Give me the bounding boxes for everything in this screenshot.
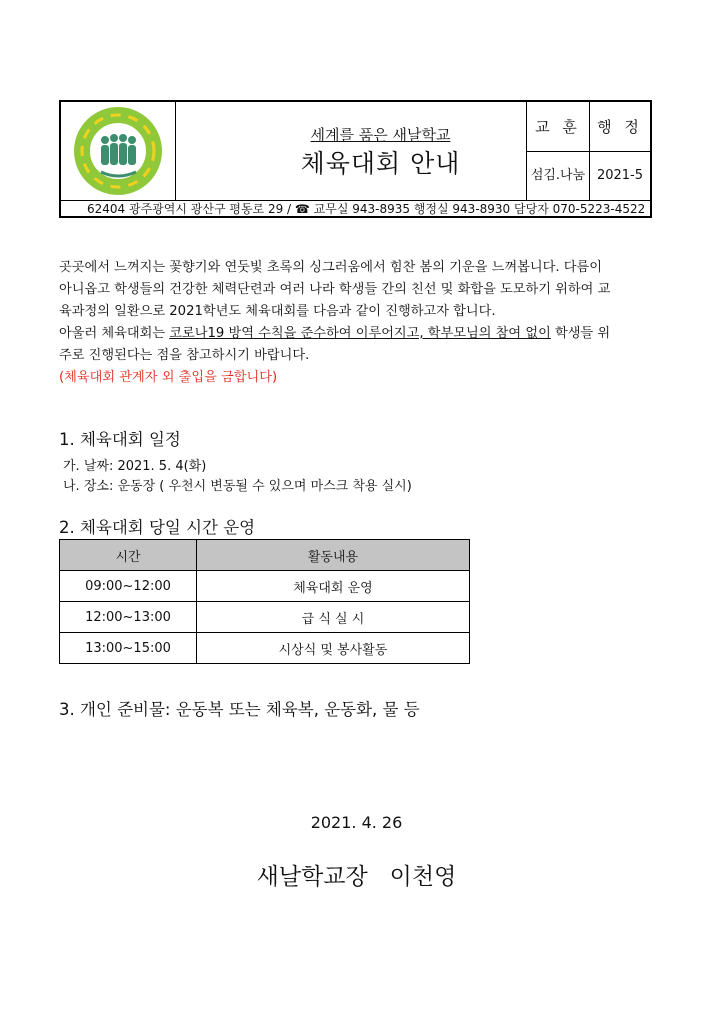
cell-time: 13:00~15:00 [60,633,197,664]
section-1-date: 가. 날짜: 2021. 5. 4(화) [63,459,207,474]
dept-label: 행 정 [589,102,650,152]
intro-p2-pre: 아울러 체육대회는 [59,326,170,341]
cell-activity: 급 식 실 시 [197,602,470,633]
cell-activity: 시상식 및 봉사활동 [197,633,470,664]
motto-value: 섬김.나눔 [526,152,589,200]
title-block [176,102,585,200]
section-1-title: 1. 체육대회 일정 [59,430,181,449]
intro-paragraph-1: 곳곳에서 느껴지는 꽃향기와 연둣빛 초록의 싱그러움에서 힘찬 봄의 기운을 느껴봅니다. 다름이 아니옵고 학생들의 건강한 체력단련과 여러 나라 학생들 간의 친선 및 화합을 도모하기 위하여 교육과정의 일환으로 2021학년도 체육대회를 다음과 같이 진행하고자 합니다. [59,260,611,319]
table-header-row [60,540,470,571]
address-line: 62404 광주광역시 광산구 평동로 29 / ☎ 교무실 943-8935 행정실 943-8930 담당자 070-5223-4522 [61,200,650,216]
school-name: 세계를 품은 새날학교 [310,126,451,144]
motto-label: 교 훈 [526,102,589,152]
school-logo [61,102,176,200]
section-3-title: 3. 개인 준비물: 운동복 또는 체육복, 운동화, 물 등 [59,700,420,719]
section-2-title: 2. 체육대회 당일 시간 운영 [59,518,256,537]
column-header-activity: 활동내용 [197,540,470,571]
school-logo-icon [61,102,175,200]
table-row [60,571,470,602]
section-1-place: 나. 장소: 운동장 ( 우천시 변동될 수 있으며 마스크 착용 실시) [63,479,412,494]
doc-number: 2021-5 [589,152,650,200]
schedule-table [59,539,470,664]
principal-signature: 새날학교장 이천영 [256,864,457,890]
intro-text [59,257,614,389]
cell-time: 09:00~12:00 [60,571,197,602]
intro-p2-post: 학생들 위주로 진행된다는 점을 참고하시기 바랍니다. [59,326,611,363]
document-date: 2021. 4. 26 [310,813,403,832]
intro-p2-underlined: 코로나19 방역 수칙을 준수하여 이루어지고, 학부모님의 참여 없이 [169,326,551,341]
cell-time: 12:00~13:00 [60,602,197,633]
intro-paragraph-2 [59,323,614,367]
page-title: 체육대회 안내 [300,149,461,178]
cell-activity: 체육대회 운영 [197,571,470,602]
table-row [60,633,470,664]
header-box [59,100,652,218]
notice-text: (체육대회 관계자 외 출입을 금합니다) [59,370,278,385]
column-header-time: 시간 [60,540,197,571]
table-row [60,602,470,633]
